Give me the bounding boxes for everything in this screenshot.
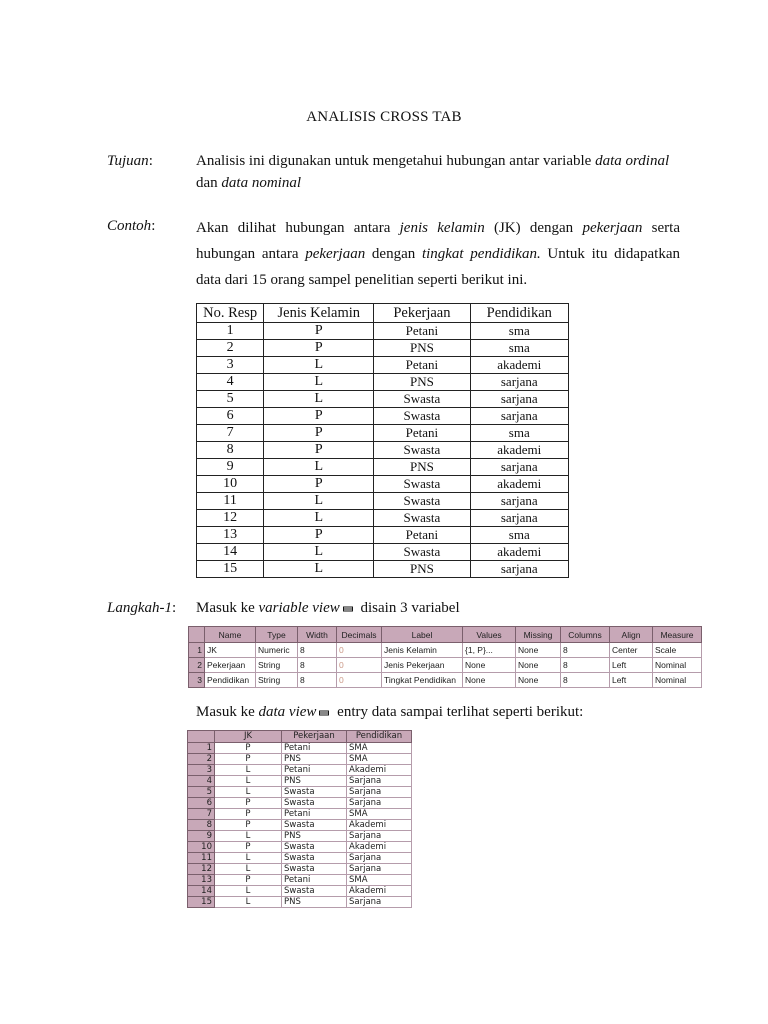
variable-cell[interactable]: Left bbox=[610, 658, 653, 673]
cell-jenis-kelamin: L bbox=[264, 544, 374, 561]
row-number[interactable]: 8 bbox=[188, 820, 215, 831]
row-number[interactable]: 9 bbox=[188, 831, 215, 842]
table-row bbox=[197, 323, 569, 340]
row-number[interactable]: 1 bbox=[188, 743, 215, 754]
variable-cell[interactable]: 8 bbox=[561, 658, 610, 673]
data-view-header bbox=[188, 731, 412, 743]
cell-jenis-kelamin: L bbox=[264, 357, 374, 374]
variable-cell[interactable]: 0 bbox=[337, 643, 382, 658]
cell-pendidikan: sma bbox=[470, 323, 568, 340]
variable-cell[interactable]: None bbox=[516, 673, 561, 688]
cell-pekerjaan: Swasta bbox=[374, 408, 470, 425]
variable-cell[interactable]: Tingkat Pendidikan bbox=[382, 673, 463, 688]
variable-row bbox=[189, 658, 702, 673]
data-cell[interactable]: Akademi bbox=[347, 842, 412, 853]
tujuan-label: Tujuan: bbox=[107, 153, 153, 169]
cell-no-resp: 12 bbox=[197, 510, 264, 527]
cell-pekerjaan: Petani bbox=[374, 425, 470, 442]
cell-pendidikan: sarjana bbox=[470, 493, 568, 510]
data-row bbox=[188, 809, 412, 820]
data-cell[interactable]: L bbox=[215, 864, 282, 875]
document-title: ANALISIS CROSS TAB bbox=[306, 109, 462, 125]
data-cell[interactable]: Swasta bbox=[282, 787, 347, 798]
data-cell[interactable]: Sarjana bbox=[347, 831, 412, 842]
data-cell[interactable]: Swasta bbox=[282, 798, 347, 809]
row-number[interactable]: 2 bbox=[188, 754, 215, 765]
variable-cell[interactable]: Nominal bbox=[653, 673, 702, 688]
data-cell[interactable]: L bbox=[215, 853, 282, 864]
data-cell[interactable]: L bbox=[215, 897, 282, 908]
variable-view-column-header[interactable]: Columns bbox=[561, 627, 610, 643]
cell-jenis-kelamin: P bbox=[264, 476, 374, 493]
variable-cell[interactable]: 8 bbox=[561, 643, 610, 658]
data-cell[interactable]: Sarjana bbox=[347, 776, 412, 787]
variable-cell[interactable]: Numeric bbox=[256, 643, 298, 658]
cell-jenis-kelamin: L bbox=[264, 510, 374, 527]
variable-cell[interactable]: 0 bbox=[337, 673, 382, 688]
data-cell[interactable]: Sarjana bbox=[347, 864, 412, 875]
header-pekerjaan: Pekerjaan bbox=[374, 304, 470, 323]
cell-pendidikan: akademi bbox=[470, 476, 568, 493]
table-row bbox=[197, 357, 569, 374]
variable-cell[interactable]: Jenis Kelamin bbox=[382, 643, 463, 658]
cell-jenis-kelamin: L bbox=[264, 459, 374, 476]
data-row bbox=[188, 743, 412, 754]
data-cell[interactable]: L bbox=[215, 831, 282, 842]
data-cell[interactable]: Akademi bbox=[347, 886, 412, 897]
cell-no-resp: 10 bbox=[197, 476, 264, 493]
data-row bbox=[188, 842, 412, 853]
cell-pendidikan: sma bbox=[470, 527, 568, 544]
contoh-label: Contoh: bbox=[107, 218, 156, 234]
implies-arrow-icon bbox=[319, 710, 329, 716]
header-jenis-kelamin: Jenis Kelamin bbox=[264, 304, 374, 323]
row-number[interactable]: 12 bbox=[188, 864, 215, 875]
data-row bbox=[188, 765, 412, 776]
cell-pekerjaan: Swasta bbox=[374, 544, 470, 561]
table-row bbox=[197, 459, 569, 476]
cell-no-resp: 5 bbox=[197, 391, 264, 408]
contoh-paragraph: Akan dilihat hubungan antara jenis kelamin (JK) dengan pekerjaan serta hubungan antara pekerjaan dengan tingkat pendidikan. Untuk itu didapatkan data dari 15 orang sampel penelitian seperti berikut ini. bbox=[196, 220, 680, 288]
data-cell[interactable]: PNS bbox=[282, 776, 347, 787]
variable-view-column-header[interactable]: Decimals bbox=[337, 627, 382, 643]
table-row bbox=[197, 374, 569, 391]
variable-view-column-header[interactable]: Values bbox=[463, 627, 516, 643]
variable-view-column-header[interactable]: Measure bbox=[653, 627, 702, 643]
data-cell[interactable]: Sarjana bbox=[347, 787, 412, 798]
row-number[interactable]: 10 bbox=[188, 842, 215, 853]
cell-jenis-kelamin: P bbox=[264, 340, 374, 357]
data-view-column-header[interactable] bbox=[188, 731, 215, 743]
table-row bbox=[197, 340, 569, 357]
data-cell[interactable]: Petani bbox=[282, 809, 347, 820]
cell-pendidikan: akademi bbox=[470, 544, 568, 561]
variable-cell[interactable]: JK bbox=[205, 643, 256, 658]
data-cell[interactable]: PNS bbox=[282, 831, 347, 842]
row-number[interactable]: 3 bbox=[188, 765, 215, 776]
row-number[interactable]: 11 bbox=[188, 853, 215, 864]
cell-pekerjaan: PNS bbox=[374, 561, 470, 578]
data-view-column-header[interactable]: JK bbox=[215, 731, 282, 743]
cell-no-resp: 15 bbox=[197, 561, 264, 578]
variable-view-column-header[interactable]: Missing bbox=[516, 627, 561, 643]
row-number[interactable]: 4 bbox=[188, 776, 215, 787]
cell-no-resp: 7 bbox=[197, 425, 264, 442]
variable-cell[interactable]: 8 bbox=[561, 673, 610, 688]
variable-view-header bbox=[189, 627, 702, 643]
data-cell[interactable]: SMA bbox=[347, 754, 412, 765]
cell-pendidikan: sarjana bbox=[470, 510, 568, 527]
table-row bbox=[197, 391, 569, 408]
respondent-table bbox=[196, 303, 569, 578]
data-cell[interactable]: Swasta bbox=[282, 886, 347, 897]
cell-pekerjaan: Petani bbox=[374, 323, 470, 340]
header-no-resp: No. Resp bbox=[197, 304, 264, 323]
cell-no-resp: 3 bbox=[197, 357, 264, 374]
cell-no-resp: 14 bbox=[197, 544, 264, 561]
row-number[interactable]: 15 bbox=[188, 897, 215, 908]
row-number[interactable]: 5 bbox=[188, 787, 215, 798]
variable-cell[interactable]: Pendidikan bbox=[205, 673, 256, 688]
data-cell[interactable]: Swasta bbox=[282, 842, 347, 853]
variable-view-column-header[interactable]: Label bbox=[382, 627, 463, 643]
cell-pendidikan: sarjana bbox=[470, 374, 568, 391]
variable-cell[interactable]: None bbox=[463, 658, 516, 673]
cell-jenis-kelamin: P bbox=[264, 442, 374, 459]
data-cell[interactable]: P bbox=[215, 809, 282, 820]
variable-cell[interactable]: None bbox=[516, 643, 561, 658]
tujuan-paragraph: Analisis ini digunakan untuk mengetahui hubungan antar variable data ordinal dan data nominal bbox=[196, 153, 670, 191]
cell-jenis-kelamin: P bbox=[264, 527, 374, 544]
data-row bbox=[188, 831, 412, 842]
cell-pendidikan: akademi bbox=[470, 357, 568, 374]
data-cell[interactable]: Petani bbox=[282, 875, 347, 886]
data-row bbox=[188, 820, 412, 831]
data-cell[interactable]: Akademi bbox=[347, 820, 412, 831]
data-cell[interactable]: L bbox=[215, 886, 282, 897]
data-row bbox=[188, 875, 412, 886]
data-cell[interactable]: Sarjana bbox=[347, 798, 412, 809]
cell-pendidikan: sarjana bbox=[470, 561, 568, 578]
cell-pekerjaan: PNS bbox=[374, 374, 470, 391]
header-pendidikan: Pendidikan bbox=[470, 304, 568, 323]
cell-no-resp: 4 bbox=[197, 374, 264, 391]
table-row bbox=[197, 493, 569, 510]
variable-row bbox=[189, 643, 702, 658]
table-row bbox=[197, 561, 569, 578]
data-cell[interactable]: Petani bbox=[282, 743, 347, 754]
data-cell[interactable]: SMA bbox=[347, 875, 412, 886]
table-row bbox=[197, 510, 569, 527]
variable-view-column-header[interactable] bbox=[189, 627, 205, 643]
variable-cell[interactable]: Center bbox=[610, 643, 653, 658]
data-cell[interactable]: P bbox=[215, 754, 282, 765]
data-cell[interactable]: Sarjana bbox=[347, 853, 412, 864]
row-number[interactable]: 6 bbox=[188, 798, 215, 809]
data-cell[interactable]: Swasta bbox=[282, 864, 347, 875]
variable-cell[interactable]: Left bbox=[610, 673, 653, 688]
data-cell[interactable]: PNS bbox=[282, 754, 347, 765]
table-row bbox=[197, 442, 569, 459]
row-number[interactable]: 7 bbox=[188, 809, 215, 820]
variable-view-column-header[interactable]: Type bbox=[256, 627, 298, 643]
cell-pekerjaan: Swasta bbox=[374, 442, 470, 459]
data-view-column-header[interactable]: Pendidikan bbox=[347, 731, 412, 743]
cell-no-resp: 1 bbox=[197, 323, 264, 340]
data-cell[interactable]: P bbox=[215, 743, 282, 754]
data-view-column-header[interactable]: Pekerjaan bbox=[282, 731, 347, 743]
cell-pendidikan: sarjana bbox=[470, 408, 568, 425]
cell-pekerjaan: PNS bbox=[374, 459, 470, 476]
cell-pendidikan: sma bbox=[470, 340, 568, 357]
cell-jenis-kelamin: P bbox=[264, 408, 374, 425]
implies-arrow-icon bbox=[343, 606, 353, 612]
cell-pendidikan: akademi bbox=[470, 442, 568, 459]
data-cell[interactable]: SMA bbox=[347, 809, 412, 820]
data-row bbox=[188, 798, 412, 809]
variable-view-column-header[interactable]: Name bbox=[205, 627, 256, 643]
variable-cell[interactable]: 8 bbox=[298, 643, 337, 658]
variable-cell[interactable]: String bbox=[256, 673, 298, 688]
data-row bbox=[188, 787, 412, 798]
variable-cell[interactable]: 8 bbox=[298, 658, 337, 673]
cell-pekerjaan: Swasta bbox=[374, 510, 470, 527]
data-cell[interactable]: Swasta bbox=[282, 820, 347, 831]
table-row bbox=[197, 408, 569, 425]
cell-jenis-kelamin: L bbox=[264, 374, 374, 391]
variable-cell[interactable]: 8 bbox=[298, 673, 337, 688]
table-row bbox=[197, 544, 569, 561]
data-cell[interactable]: P bbox=[215, 842, 282, 853]
cell-jenis-kelamin: L bbox=[264, 561, 374, 578]
data-cell[interactable]: P bbox=[215, 798, 282, 809]
variable-cell[interactable]: String bbox=[256, 658, 298, 673]
variable-view-column-header[interactable]: Align bbox=[610, 627, 653, 643]
data-row bbox=[188, 864, 412, 875]
data-cell[interactable]: P bbox=[215, 820, 282, 831]
step2-paragraph: Masuk ke data view entry data sampai terlihat seperti berikut: bbox=[196, 704, 584, 720]
cell-pendidikan: sma bbox=[470, 425, 568, 442]
data-cell[interactable]: L bbox=[215, 787, 282, 798]
data-cell[interactable]: P bbox=[215, 875, 282, 886]
data-cell[interactable]: Petani bbox=[282, 765, 347, 776]
cell-pekerjaan: Petani bbox=[374, 357, 470, 374]
cell-pendidikan: sarjana bbox=[470, 459, 568, 476]
cell-pendidikan: sarjana bbox=[470, 391, 568, 408]
variable-cell[interactable]: None bbox=[516, 658, 561, 673]
respondent-table-header bbox=[197, 304, 569, 323]
table-row bbox=[197, 527, 569, 544]
row-number[interactable]: 13 bbox=[188, 875, 215, 886]
data-cell[interactable]: PNS bbox=[282, 897, 347, 908]
cell-jenis-kelamin: L bbox=[264, 391, 374, 408]
table-row bbox=[197, 425, 569, 442]
variable-cell[interactable]: Scale bbox=[653, 643, 702, 658]
cell-pekerjaan: Swasta bbox=[374, 476, 470, 493]
variable-row bbox=[189, 673, 702, 688]
cell-no-resp: 11 bbox=[197, 493, 264, 510]
cell-no-resp: 2 bbox=[197, 340, 264, 357]
data-row bbox=[188, 776, 412, 787]
variable-cell[interactable]: Jenis Pekerjaan bbox=[382, 658, 463, 673]
cell-no-resp: 13 bbox=[197, 527, 264, 544]
cell-pekerjaan: Swasta bbox=[374, 493, 470, 510]
variable-cell[interactable]: 0 bbox=[337, 658, 382, 673]
cell-no-resp: 9 bbox=[197, 459, 264, 476]
variable-view-column-header[interactable]: Width bbox=[298, 627, 337, 643]
row-number[interactable]: 2 bbox=[189, 658, 205, 673]
data-row bbox=[188, 886, 412, 897]
cell-pekerjaan: PNS bbox=[374, 340, 470, 357]
langkah1-label: Langkah-1: bbox=[107, 600, 177, 616]
cell-pekerjaan: Petani bbox=[374, 527, 470, 544]
data-row bbox=[188, 754, 412, 765]
variable-view-grid bbox=[188, 626, 702, 688]
data-cell[interactable]: Swasta bbox=[282, 853, 347, 864]
cell-jenis-kelamin: P bbox=[264, 323, 374, 340]
row-number[interactable]: 14 bbox=[188, 886, 215, 897]
cell-jenis-kelamin: L bbox=[264, 493, 374, 510]
variable-cell[interactable]: Nominal bbox=[653, 658, 702, 673]
data-row bbox=[188, 897, 412, 908]
cell-no-resp: 8 bbox=[197, 442, 264, 459]
cell-no-resp: 6 bbox=[197, 408, 264, 425]
variable-cell[interactable]: None bbox=[463, 673, 516, 688]
data-cell[interactable]: Akademi bbox=[347, 765, 412, 776]
data-row bbox=[188, 853, 412, 864]
data-cell[interactable]: Sarjana bbox=[347, 897, 412, 908]
data-cell[interactable]: SMA bbox=[347, 743, 412, 754]
table-row bbox=[197, 476, 569, 493]
langkah1-paragraph: Masuk ke variable view disain 3 variabel bbox=[196, 600, 460, 616]
data-view-grid bbox=[187, 730, 412, 908]
variable-cell[interactable]: Pekerjaan bbox=[205, 658, 256, 673]
row-number[interactable]: 1 bbox=[189, 643, 205, 658]
variable-cell[interactable]: {1, P}... bbox=[463, 643, 516, 658]
cell-pekerjaan: Swasta bbox=[374, 391, 470, 408]
data-cell[interactable]: L bbox=[215, 765, 282, 776]
row-number[interactable]: 3 bbox=[189, 673, 205, 688]
data-cell[interactable]: L bbox=[215, 776, 282, 787]
cell-jenis-kelamin: P bbox=[264, 425, 374, 442]
